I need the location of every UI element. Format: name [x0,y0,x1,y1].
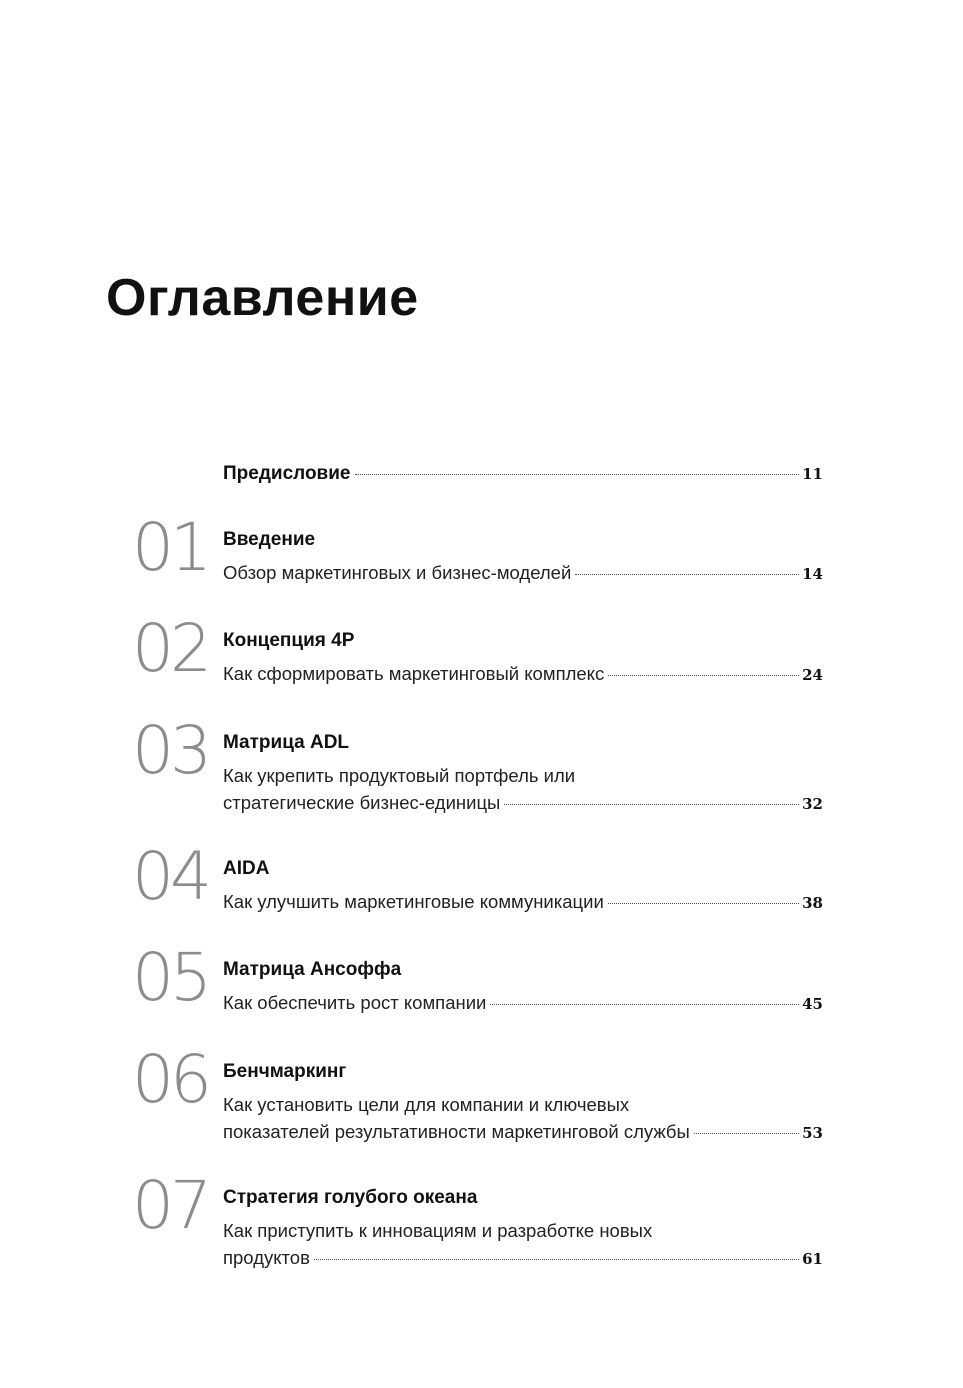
chapter-subtitle-line [223,559,823,588]
chapter-subtitle: Обзор маркетинговых и бизнес-моделей [223,562,572,583]
page-number: 11 [802,465,823,483]
chapter-title: Введение [223,529,316,550]
chapter-title: Матрица ADL [223,732,350,753]
chapter-subtitle-line [223,789,823,818]
chapter-number: 02 [132,610,208,687]
chapter-subtitle-line [223,888,823,917]
chapter-subtitle-line [223,1244,823,1273]
chapter-subtitle-line [223,660,823,689]
chapter-title: Концепция 4P [223,630,355,651]
chapter-title: Стратегия голубого океана [223,1187,478,1208]
preface-line [223,460,823,488]
chapter-number: 07 [132,1167,208,1244]
chapter-title: AIDA [223,858,270,879]
chapter-subtitle-line [223,1118,823,1147]
chapter-number: 06 [132,1041,208,1118]
chapter-subtitle: Как сформировать маркетинговый комплекс [223,663,605,684]
preface-label: Предисловие [223,463,351,484]
chapter-title: Бенчмаркинг [223,1061,347,1082]
page-number: 38 [802,894,823,912]
dot-leader [608,903,799,904]
dot-leader [694,1133,799,1134]
chapter-subtitle: Как укрепить продуктовый портфель или [223,765,576,786]
chapter-title: Матрица Ансоффа [223,959,402,980]
chapter-number: 01 [132,509,208,586]
page-number: 53 [802,1124,823,1142]
dot-leader [355,474,800,475]
page-number: 61 [802,1250,823,1268]
dot-leader [314,1259,799,1260]
dot-leader [608,675,799,676]
dot-leader [504,804,799,805]
chapter-number: 03 [132,712,208,789]
chapter-subtitle-line [223,989,823,1018]
chapter-number: 05 [132,939,208,1016]
dot-leader [575,574,799,575]
page-number: 32 [802,795,823,813]
page-number: 45 [802,995,823,1013]
dot-leader [490,1004,799,1005]
page-title: Оглавление [106,269,419,327]
chapter-subtitle: Как обеспечить рост компании [223,992,487,1013]
chapter-subtitle: продуктов [223,1247,310,1268]
chapter-subtitle: Как установить цели для компании и ключевых [223,1094,630,1115]
chapter-subtitle: Как улучшить маркетинговые коммуникации [223,891,604,912]
page-number: 24 [802,666,823,684]
chapter-subtitle: Как приступить к инновациям и разработке новых [223,1220,653,1241]
page-number: 14 [802,565,823,583]
chapter-subtitle: стратегические бизнес-единицы [223,792,501,813]
chapter-number: 04 [132,838,208,915]
chapter-subtitle: показателей результативности маркетинговой службы [223,1121,690,1142]
